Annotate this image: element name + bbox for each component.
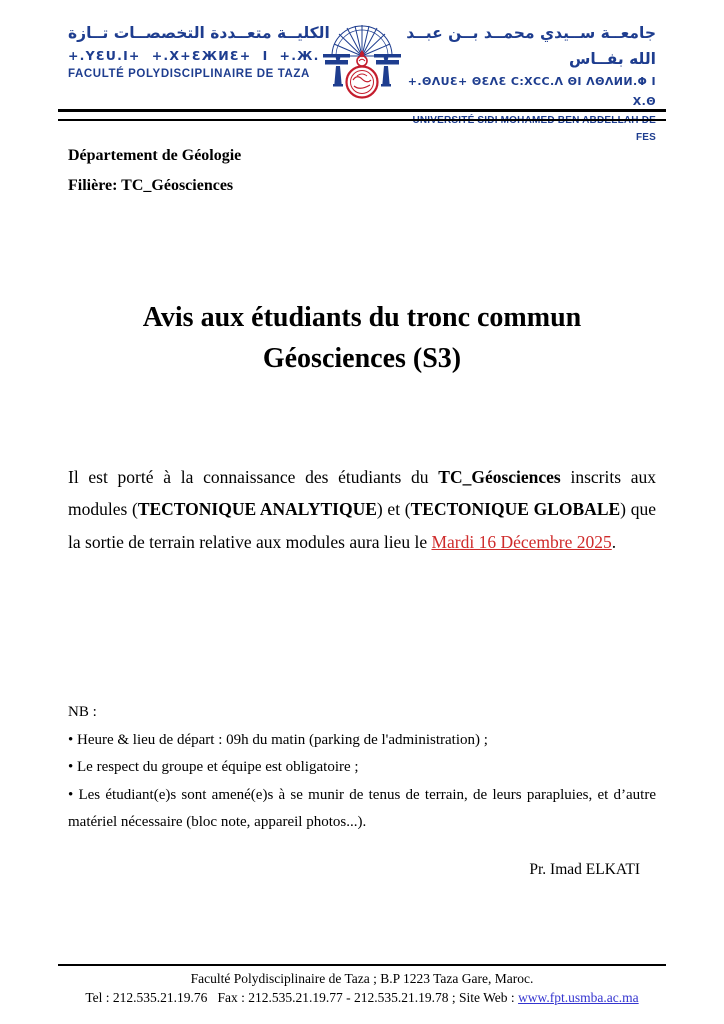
- header-left: [58, 20, 330, 146]
- university-name-french: UNIVERSITÉ SIDI MOHAMED BEN ABDELLAH DE FES: [412, 115, 656, 143]
- footer-phones: Tel : 212.535.21.19.76 Fax : 212.535.21.19.77 - 212.535.21.19.78 ; Site Web :: [85, 990, 519, 1005]
- notice-title-line2: Géosciences (S3): [262, 343, 462, 374]
- body-bold-filiere: TC_Géosciences: [438, 466, 561, 487]
- notice-body: [68, 461, 656, 559]
- notice-title-line1: Avis aux étudiants du tronc commun: [142, 302, 582, 333]
- body-text: Il est porté à la connaissance des étudiants du: [68, 466, 439, 487]
- meta-block: [68, 146, 241, 196]
- website-link[interactable]: www.fpt.usmba.ac.ma: [518, 990, 639, 1005]
- footer-divider: [58, 964, 666, 966]
- university-name-arabic: جامعــة ســيدي محمــد بــن عبــد الله بفــاس: [406, 24, 656, 68]
- body-text: .: [611, 531, 617, 552]
- faculty-name-french: FACULTÉ POLYDISCIPLINAIRE DE TAZA: [68, 68, 310, 80]
- nb-label: NB :: [68, 704, 97, 720]
- body-bold-module1: TECTONIQUE ANALYTIQUE: [137, 499, 377, 519]
- nb-item-1: • Heure & lieu de départ : 09h du matin (parking de l'administration) ;: [68, 731, 488, 748]
- faculty-name-tifinagh: +.ΥƐU.Ι+ +.Χ+ƐЖИƐ+ Ι +.Ж.: [68, 48, 320, 63]
- header-right: [394, 20, 666, 146]
- body-bold-module2: TECTONIQUE GLOBALE: [410, 499, 621, 519]
- university-emblem-icon: [323, 14, 401, 104]
- date-highlight: Mardi 16 Décembre 2025: [431, 531, 612, 552]
- signature: Pr. Imad ELKATI: [529, 861, 640, 878]
- filiere-line: Filière: TC_Géosciences: [68, 177, 234, 194]
- body-text: ) et (: [376, 499, 411, 519]
- footer: [0, 969, 724, 1007]
- notice-title: [0, 297, 724, 379]
- body-text: ) que la sortie de terrain relative aux modules aura lieu le: [68, 499, 656, 552]
- header-divider: [58, 109, 666, 121]
- department-line: Département de Géologie: [68, 147, 242, 164]
- nb-item-3: • Les étudiant(e)s sont amené(e)s à se munir de tenus de terrain, de leurs parapluies, et d’autre matériel nécessaire (bloc note, appareil photos...).: [68, 786, 656, 830]
- footer-contacts: [0, 988, 724, 1007]
- university-name-tifinagh: +.ΘΛUƐ+ ΘƐΛƐ C:ΧCC.Λ ΘΙ ΛΘΛИИ.Φ Ι Χ.Θ: [407, 75, 656, 108]
- footer-address: Faculté Polydisciplinaire de Taza ; B.P 1223 Taza Gare, Maroc.: [190, 971, 534, 986]
- faculty-name-arabic: الكليــة متعــددة التخصصــات تــازة: [68, 24, 330, 42]
- nb-section: [68, 699, 656, 837]
- body-text: inscrits aux modules (: [68, 466, 657, 519]
- nb-item-2: • Le respect du groupe et équipe est obligatoire ;: [68, 759, 359, 775]
